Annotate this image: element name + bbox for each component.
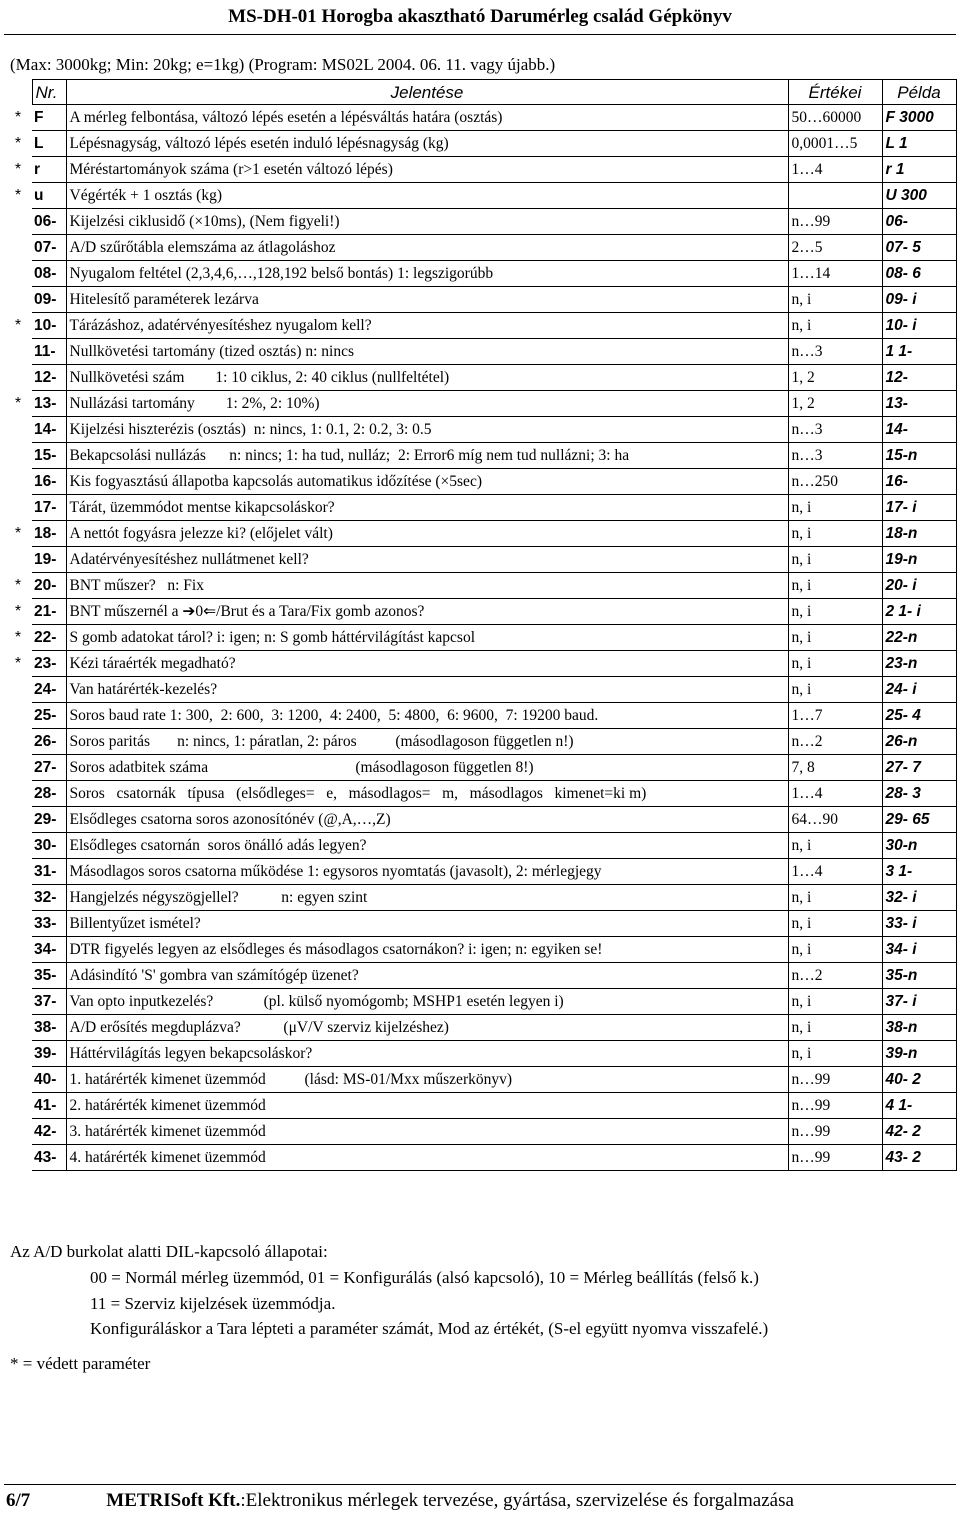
row-description: A/D erősítés megduplázva? (μV/V szerviz kijelzéshez) (66, 1015, 788, 1041)
table-row (4, 625, 956, 651)
row-number: 43- (32, 1145, 66, 1171)
row-values: 1, 2 (788, 391, 882, 417)
row-number: 28- (32, 781, 66, 807)
table-row (4, 703, 956, 729)
table-row (4, 729, 956, 755)
row-description: 2. határérték kimenet üzemmód (66, 1093, 788, 1119)
row-description: Kis fogyasztású állapotba kapcsolás automatikus időzítése (×5sec) (66, 469, 788, 495)
row-example: 27- 7 (882, 755, 956, 781)
row-star: * (14, 629, 22, 646)
row-star (4, 417, 32, 443)
row-number: 19- (32, 547, 66, 573)
table-row (4, 443, 956, 469)
table-row (4, 1015, 956, 1041)
row-example: 30-n (882, 833, 956, 859)
row-star (4, 547, 32, 573)
row-star (4, 937, 32, 963)
row-number: 14- (32, 417, 66, 443)
row-star (4, 963, 32, 989)
row-values: 1…4 (788, 157, 882, 183)
company-name: METRISoft Kft. (106, 1490, 241, 1511)
row-values: n…99 (788, 1067, 882, 1093)
row-description: Elsődleges csatornán soros önálló adás legyen? (66, 833, 788, 859)
header-meaning: Jelentése (66, 80, 788, 105)
row-values: n, i (788, 599, 882, 625)
table-row (4, 1067, 956, 1093)
row-example: 17- i (882, 495, 956, 521)
row-example: 10- i (882, 313, 956, 339)
row-number: 16- (32, 469, 66, 495)
table-row (4, 547, 956, 573)
row-example: 40- 2 (882, 1067, 956, 1093)
row-example: 1 1- (882, 339, 956, 365)
row-star (4, 1015, 32, 1041)
row-number: 18- (32, 521, 66, 547)
row-values: 1…14 (788, 261, 882, 287)
row-star: * (14, 109, 22, 126)
row-number: 39- (32, 1041, 66, 1067)
row-number: 38- (32, 1015, 66, 1041)
page-number: 6/7 (6, 1490, 31, 1511)
row-example: 15-n (882, 443, 956, 469)
row-values: n…3 (788, 443, 882, 469)
row-description: Tárázáshoz, adatérvényesítéshez nyugalom kell? (66, 313, 788, 339)
row-example: 23-n (882, 651, 956, 677)
row-description: Kézi táraérték megadható? (66, 651, 788, 677)
row-description: Soros baud rate 1: 300, 2: 600, 3: 1200, 4: 2400, 5: 4800, 6: 9600, 7: 19200 baud. (66, 703, 788, 729)
row-star (4, 859, 32, 885)
row-description: Nullkövetési tartomány (tized osztás) n: nincs (66, 339, 788, 365)
company-tagline: :Elektronikus mérlegek tervezése, gyártása, szervizelése és forgalmazása (240, 1490, 794, 1511)
row-values: n, i (788, 911, 882, 937)
table-row (4, 833, 956, 859)
row-values: 1…7 (788, 703, 882, 729)
row-star: * (14, 525, 22, 542)
dil-line-2: 11 = Szerviz kijelzések üzemmódja. (90, 1294, 336, 1313)
row-values: n…2 (788, 963, 882, 989)
table-row (4, 469, 956, 495)
table-row (4, 885, 956, 911)
row-values: n, i (788, 1041, 882, 1067)
row-values: 0,0001…5 (788, 131, 882, 157)
row-description: Soros adatbitek száma (másodlagoson független 8!) (66, 755, 788, 781)
row-values: 7, 8 (788, 755, 882, 781)
row-star: * (14, 187, 22, 204)
dil-title: Az A/D burkolat alatti DIL-kapcsoló állapotai: (10, 1242, 328, 1261)
row-example: 38-n (882, 1015, 956, 1041)
row-number: 24- (32, 677, 66, 703)
row-description: Nullázási tartomány 1: 2%, 2: 10%) (66, 391, 788, 417)
row-example: 18-n (882, 521, 956, 547)
row-description: Hangjelzés négyszögjellel? n: egyen szint (66, 885, 788, 911)
row-star (4, 495, 32, 521)
row-values: 2…5 (788, 235, 882, 261)
row-description: 4. határérték kimenet üzemmód (66, 1145, 788, 1171)
row-description: Billentyűzet ismétel? (66, 911, 788, 937)
row-star (4, 469, 32, 495)
row-example: 43- 2 (882, 1145, 956, 1171)
table-header-row (4, 80, 956, 105)
row-description: Tárát, üzemmódot mentse kikapcsoláskor? (66, 495, 788, 521)
table-body (4, 105, 956, 1171)
row-values: n…3 (788, 339, 882, 365)
row-star (4, 1067, 32, 1093)
row-number: 06- (32, 209, 66, 235)
row-description: Soros paritás n: nincs, 1: páratlan, 2: páros (másodlagoson független n!) (66, 729, 788, 755)
row-star (4, 235, 32, 261)
row-example: 26-n (882, 729, 956, 755)
row-number: 34- (32, 937, 66, 963)
row-description: Végérték + 1 osztás (kg) (66, 183, 788, 209)
row-star (4, 885, 32, 911)
config-note: Konfiguráláskor a Tara lépteti a paraméter számát, Mod az értékét, (S-el együtt nyomva visszafelé.) (90, 1319, 769, 1338)
row-number: F (32, 105, 66, 131)
parameter-table (4, 79, 957, 1171)
row-star: * (14, 577, 22, 594)
row-example: 34- i (882, 937, 956, 963)
document-subtitle: (Max: 3000kg; Min: 20kg; e=1kg) (Program: MS02L 2004. 06. 11. vagy újabb.) (10, 55, 556, 74)
row-example: 16- (882, 469, 956, 495)
protected-note: * = védett paraméter (10, 1354, 151, 1373)
row-example: 42- 2 (882, 1119, 956, 1145)
table-row (4, 911, 956, 937)
row-values: n…99 (788, 1093, 882, 1119)
table-row (4, 313, 956, 339)
row-star (4, 339, 32, 365)
row-star (4, 703, 32, 729)
table-row (4, 183, 956, 209)
footer-divider (4, 1484, 956, 1485)
table-row (4, 963, 956, 989)
row-values: n, i (788, 885, 882, 911)
table-row (4, 599, 956, 625)
table-row (4, 131, 956, 157)
table-row (4, 339, 956, 365)
row-number: 15- (32, 443, 66, 469)
table-row (4, 391, 956, 417)
row-number: 32- (32, 885, 66, 911)
row-number: 07- (32, 235, 66, 261)
table-row (4, 989, 956, 1015)
row-star: * (14, 395, 22, 412)
row-number: 22- (32, 625, 66, 651)
row-values: n, i (788, 937, 882, 963)
row-example: 19-n (882, 547, 956, 573)
row-values: 1…4 (788, 781, 882, 807)
row-example: 06- (882, 209, 956, 235)
row-description: S gomb adatokat tárol? i: igen; n: S gomb háttérvilágítást kapcsol (66, 625, 788, 651)
table-row (4, 287, 956, 313)
row-example: 08- 6 (882, 261, 956, 287)
row-description: Van opto inputkezelés? (pl. külső nyomógomb; MSHP1 esetén legyen i) (66, 989, 788, 1015)
row-example: 33- i (882, 911, 956, 937)
row-example: 28- 3 (882, 781, 956, 807)
row-values: n, i (788, 495, 882, 521)
row-star (4, 729, 32, 755)
row-number: 09- (32, 287, 66, 313)
row-description: Van határérték-kezelés? (66, 677, 788, 703)
row-number: 29- (32, 807, 66, 833)
row-description: Adásindító 'S' gombra van számítógép üzenet? (66, 963, 788, 989)
row-values: n, i (788, 521, 882, 547)
row-values: n…2 (788, 729, 882, 755)
row-example: L 1 (882, 131, 956, 157)
header-star (4, 80, 32, 105)
row-values (788, 183, 882, 209)
row-description: 1. határérték kimenet üzemmód (lásd: MS-01/Mxx műszerkönyv) (66, 1067, 788, 1093)
row-example: 09- i (882, 287, 956, 313)
row-number: 35- (32, 963, 66, 989)
row-example: 12- (882, 365, 956, 391)
row-star: * (14, 603, 22, 620)
row-number: 21- (32, 599, 66, 625)
row-number: 13- (32, 391, 66, 417)
row-description: Méréstartományok száma (r>1 esetén változó lépés) (66, 157, 788, 183)
table-row (4, 1145, 956, 1171)
row-example: 32- i (882, 885, 956, 911)
table-row (4, 157, 956, 183)
row-number: 33- (32, 911, 66, 937)
row-number: 12- (32, 365, 66, 391)
row-description: Elsődleges csatorna soros azonosítónév (@,A,…,Z) (66, 807, 788, 833)
row-star (4, 443, 32, 469)
table-row (4, 417, 956, 443)
row-star (4, 807, 32, 833)
header-example: Példa (882, 80, 956, 105)
row-number: r (32, 157, 66, 183)
row-values: n, i (788, 287, 882, 313)
row-star (4, 833, 32, 859)
row-number: u (32, 183, 66, 209)
row-number: 08- (32, 261, 66, 287)
table-row (4, 755, 956, 781)
row-example: 13- (882, 391, 956, 417)
row-star (4, 677, 32, 703)
table-row (4, 235, 956, 261)
table-row (4, 365, 956, 391)
row-description: BNT műszer? n: Fix (66, 573, 788, 599)
table-row (4, 495, 956, 521)
row-star (4, 287, 32, 313)
row-star: * (14, 161, 22, 178)
row-example: 07- 5 (882, 235, 956, 261)
table-row (4, 937, 956, 963)
table-row (4, 781, 956, 807)
row-values: n…99 (788, 1145, 882, 1171)
row-values: n, i (788, 833, 882, 859)
header-values: Értékei (788, 80, 882, 105)
row-description: Adatérvényesítéshez nullátmenet kell? (66, 547, 788, 573)
row-number: 23- (32, 651, 66, 677)
row-star (4, 209, 32, 235)
row-star: * (14, 317, 22, 334)
row-values: n, i (788, 677, 882, 703)
row-example: 29- 65 (882, 807, 956, 833)
row-number: 25- (32, 703, 66, 729)
row-star (4, 365, 32, 391)
row-number: L (32, 131, 66, 157)
row-description: Kijelzési ciklusidő (×10ms), (Nem figyeli!) (66, 209, 788, 235)
table-row (4, 677, 956, 703)
row-number: 10- (32, 313, 66, 339)
row-number: 30- (32, 833, 66, 859)
row-values: 50…60000 (788, 105, 882, 131)
table-row (4, 105, 956, 131)
row-values: 64…90 (788, 807, 882, 833)
header-nr: Nr. (32, 80, 66, 105)
row-values: n…250 (788, 469, 882, 495)
row-number: 31- (32, 859, 66, 885)
row-star (4, 1145, 32, 1171)
row-star (4, 781, 32, 807)
table-row (4, 261, 956, 287)
row-example: 37- i (882, 989, 956, 1015)
row-number: 41- (32, 1093, 66, 1119)
row-example: U 300 (882, 183, 956, 209)
row-number: 26- (32, 729, 66, 755)
row-description: DTR figyelés legyen az elsődleges és másodlagos csatornákon? i: igen; n: egyiken se! (66, 937, 788, 963)
row-number: 40- (32, 1067, 66, 1093)
row-example: 35-n (882, 963, 956, 989)
row-example: 24- i (882, 677, 956, 703)
row-description: Másodlagos soros csatorna működése 1: egysoros nyomtatás (javasolt), 2: mérlegjegy (66, 859, 788, 885)
footer (6, 1490, 956, 1512)
row-star (4, 261, 32, 287)
row-star (4, 989, 32, 1015)
row-description: A/D szűrőtábla elemszáma az átlagoláshoz (66, 235, 788, 261)
row-description: A nettót fogyásra jelezze ki? (előjelet vált) (66, 521, 788, 547)
row-values: n, i (788, 989, 882, 1015)
table-row (4, 1119, 956, 1145)
row-description: BNT műszernél a ➔0⇐/Brut és a Tara/Fix gomb azonos? (66, 599, 788, 625)
row-number: 20- (32, 573, 66, 599)
row-example: 39-n (882, 1041, 956, 1067)
row-values: 1…4 (788, 859, 882, 885)
row-description: Lépésnagyság, változó lépés esetén induló lépésnagyság (kg) (66, 131, 788, 157)
row-example: 4 1- (882, 1093, 956, 1119)
document-title: MS-DH-01 Horogba akasztható Darumérleg család Gépkönyv (228, 6, 732, 27)
row-values: n, i (788, 547, 882, 573)
row-description: Háttérvilágítás legyen bekapcsoláskor? (66, 1041, 788, 1067)
row-star (4, 1041, 32, 1067)
row-example: 22-n (882, 625, 956, 651)
row-example: 25- 4 (882, 703, 956, 729)
row-star (4, 755, 32, 781)
table-row (4, 807, 956, 833)
header-divider (4, 34, 956, 35)
row-star (4, 911, 32, 937)
dil-line-1: 00 = Normál mérleg üzemmód, 01 = Konfigurálás (alsó kapcsoló), 10 = Mérleg beállítás (felső k.) (90, 1268, 759, 1287)
row-values: n, i (788, 573, 882, 599)
row-description: Hitelesítő paraméterek lezárva (66, 287, 788, 313)
row-star (4, 1119, 32, 1145)
row-values: n…99 (788, 209, 882, 235)
table-row (4, 1041, 956, 1067)
row-example: 3 1- (882, 859, 956, 885)
row-values: n, i (788, 313, 882, 339)
row-number: 27- (32, 755, 66, 781)
table-row (4, 651, 956, 677)
row-number: 37- (32, 989, 66, 1015)
row-values: n…3 (788, 417, 882, 443)
row-description: Kijelzési hiszterézis (osztás) n: nincs, 1: 0.1, 2: 0.2, 3: 0.5 (66, 417, 788, 443)
table-row (4, 859, 956, 885)
row-description: 3. határérték kimenet üzemmód (66, 1119, 788, 1145)
row-values: 1, 2 (788, 365, 882, 391)
row-star: * (14, 655, 22, 672)
row-values: n…99 (788, 1119, 882, 1145)
row-example: 14- (882, 417, 956, 443)
row-example: 20- i (882, 573, 956, 599)
row-description: Soros csatornák típusa (elsődleges= e, másodlagos= m, másodlagos kimenet=ki m) (66, 781, 788, 807)
row-values: n, i (788, 651, 882, 677)
table-row (4, 573, 956, 599)
row-description: Nyugalom feltétel (2,3,4,6,…,128,192 belső bontás) 1: legszigorúbb (66, 261, 788, 287)
row-values: n, i (788, 1015, 882, 1041)
row-star (4, 1093, 32, 1119)
row-star: * (14, 135, 22, 152)
row-example: 2 1- i (882, 599, 956, 625)
row-number: 17- (32, 495, 66, 521)
row-values: n, i (788, 625, 882, 651)
row-example: F 3000 (882, 105, 956, 131)
row-description: A mérleg felbontása, változó lépés esetén a lépésváltás határa (osztás) (66, 105, 788, 131)
row-number: 11- (32, 339, 66, 365)
row-description: Bekapcsolási nullázás n: nincs; 1: ha tud, nulláz; 2: Error6 míg nem tud nullázni; 3: ha (66, 443, 788, 469)
table-row (4, 1093, 956, 1119)
row-example: r 1 (882, 157, 956, 183)
table-row (4, 209, 956, 235)
table-row (4, 521, 956, 547)
row-description: Nullkövetési szám 1: 10 ciklus, 2: 40 ciklus (nullfeltétel) (66, 365, 788, 391)
row-number: 42- (32, 1119, 66, 1145)
